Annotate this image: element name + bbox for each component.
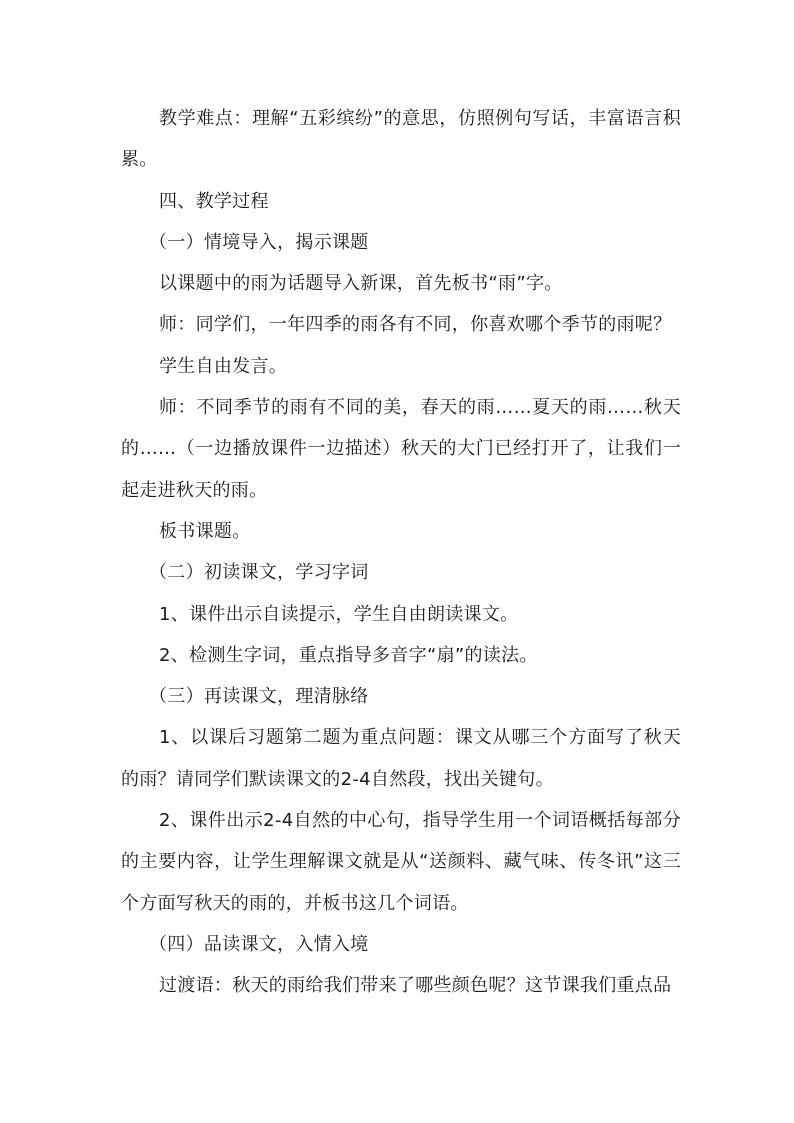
subsection-heading-4: （四）品读课文，入情入境 bbox=[149, 933, 369, 955]
paragraph-teacher-description: 师：不同季节的雨有不同的美，春天的雨……夏天的雨……秋天的……（一边播放课件一边描述）秋天的大门已经打开了，让我们一起走进秋天的雨。 bbox=[121, 397, 681, 501]
paragraph-reread-1: 1、以课后习题第二题为重点问题：课文从哪三个方面写了秋天的雨？请同学们默读课文的2-4自然段，找出关键句。 bbox=[121, 727, 681, 790]
paragraph-student-response: 学生自由发言。 bbox=[159, 355, 288, 377]
paragraph-intro: 以课题中的雨为话题导入新课，首先板书“雨”字。 bbox=[159, 273, 563, 295]
paragraph-transition: 过渡语：秋天的雨给我们带来了哪些颜色呢？这节课我们重点品 bbox=[159, 975, 672, 997]
paragraph-step-1: 1、课件出示自读提示，学生自由朗读课文。 bbox=[159, 603, 519, 625]
paragraph-step-2: 2、检测生字词，重点指导多音字“扇”的读法。 bbox=[159, 644, 538, 666]
teaching-difficulty-paragraph: 教学难点：理解“五彩缤纷”的意思，仿照例句写话，丰富语言积累。 bbox=[121, 108, 681, 171]
document-body bbox=[121, 98, 681, 1007]
subsection-heading-2: （二）初读课文，学习字词 bbox=[149, 562, 369, 584]
paragraph-teacher-question: 师：同学们，一年四季的雨各有不同，你喜欢哪个季节的雨呢？ bbox=[159, 314, 672, 336]
paragraph-reread-2: 2、课件出示2-4自然的中心句，指导学生用一个词语概括每部分的主要内容，让学生理解课文就是从“送颜料、藏气味、传冬讯”这三个方面写秋天的雨的，并板书这几个词语。 bbox=[121, 810, 681, 914]
section-heading-teaching-process: 四、教学过程 bbox=[159, 190, 269, 212]
subsection-heading-1: （一）情境导入，揭示课题 bbox=[149, 231, 369, 253]
subsection-heading-3: （三）再读课文，理清脉络 bbox=[149, 686, 369, 708]
paragraph-board-title: 板书课题。 bbox=[159, 520, 251, 542]
